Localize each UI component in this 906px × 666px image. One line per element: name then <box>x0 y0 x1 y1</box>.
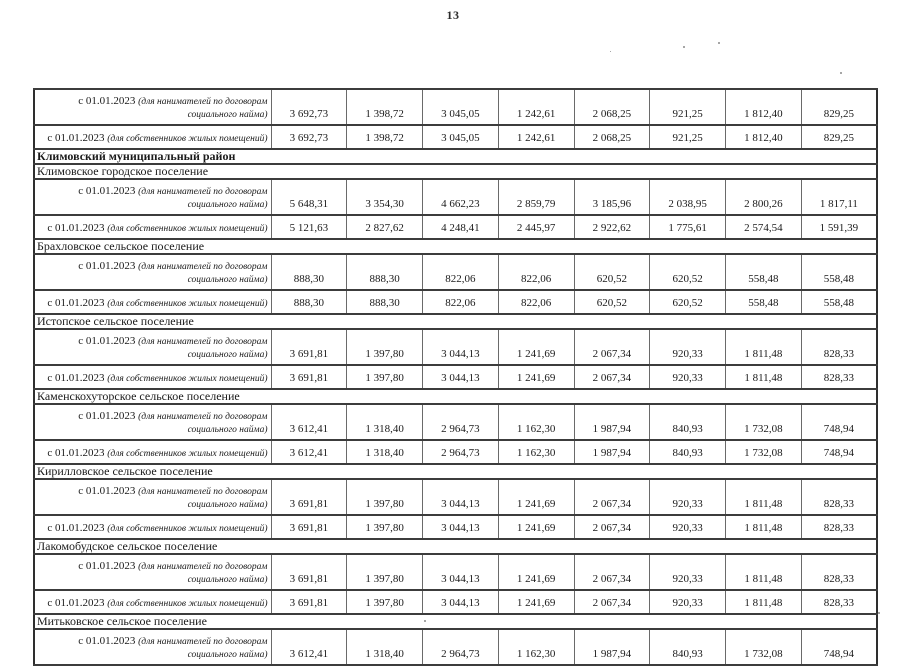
category-clause-text: (для нанимателей по договорам социального найма) <box>138 337 268 360</box>
tariff-value-cell: 1 811,48 <box>726 329 802 365</box>
effective-date-text: с 01.01.2023 <box>78 185 139 197</box>
settlement-header-row <box>34 164 877 179</box>
tariff-value-cell: 3 691,81 <box>271 329 347 365</box>
tariff-data-row <box>34 515 877 539</box>
date-condition-label <box>34 179 271 215</box>
scan-speck <box>683 46 685 48</box>
tariff-value-cell: 822,06 <box>498 254 574 290</box>
tariff-value-cell: 1 398,72 <box>347 89 423 125</box>
tariff-value-cell: 2 964,73 <box>423 629 499 665</box>
tariff-value-cell: 1 591,39 <box>801 215 877 239</box>
scan-speck <box>718 42 720 44</box>
tariff-value-cell: 920,33 <box>650 590 726 614</box>
tariff-table-body <box>34 89 877 665</box>
tariff-data-row <box>34 215 877 239</box>
tariff-value-cell: 3 044,13 <box>423 590 499 614</box>
tariff-value-cell: 3 044,13 <box>423 329 499 365</box>
district-header-row <box>34 149 877 164</box>
effective-date-text: с 01.01.2023 <box>78 335 139 347</box>
category-clause-text: (для собственников жилых помещений) <box>107 599 268 609</box>
tariff-value-cell: 921,25 <box>650 125 726 149</box>
date-condition-label <box>34 89 271 125</box>
tariff-value-cell: 4 662,23 <box>423 179 499 215</box>
effective-date-text: с 01.01.2023 <box>47 447 108 459</box>
tariff-value-cell: 888,30 <box>347 290 423 314</box>
tariff-value-cell: 920,33 <box>650 515 726 539</box>
section-header-label: Каменскохуторское сельское поселение <box>34 389 877 404</box>
tariff-value-cell: 1 241,69 <box>498 554 574 590</box>
tariff-value-cell: 3 044,13 <box>423 365 499 389</box>
tariff-value-cell: 1 811,48 <box>726 479 802 515</box>
tariff-value-cell: 2 827,62 <box>347 215 423 239</box>
tariff-data-row <box>34 554 877 590</box>
effective-date-text: с 01.01.2023 <box>47 522 108 534</box>
tariff-value-cell: 3 044,13 <box>423 479 499 515</box>
tariff-value-cell: 2 922,62 <box>574 215 650 239</box>
category-clause-text: (для нанимателей по договорам социального найма) <box>138 562 268 585</box>
tariff-value-cell: 558,48 <box>726 290 802 314</box>
scan-speck <box>878 612 880 614</box>
tariff-value-cell: 822,06 <box>423 254 499 290</box>
tariff-value-cell: 920,33 <box>650 479 726 515</box>
tariff-value-cell: 1 812,40 <box>726 125 802 149</box>
tariff-value-cell: 1 732,08 <box>726 440 802 464</box>
tariff-value-cell: 3 045,05 <box>423 89 499 125</box>
tariff-value-cell: 3 692,73 <box>271 89 347 125</box>
tariff-value-cell: 1 987,94 <box>574 404 650 440</box>
tariff-value-cell: 1 775,61 <box>650 215 726 239</box>
tariff-value-cell: 888,30 <box>271 290 347 314</box>
page-number: 13 <box>446 8 460 22</box>
date-condition-label <box>34 254 271 290</box>
tariff-value-cell: 1 812,40 <box>726 89 802 125</box>
tariff-value-cell: 1 242,61 <box>498 89 574 125</box>
tariff-value-cell: 1 397,80 <box>347 515 423 539</box>
tariff-value-cell: 828,33 <box>801 365 877 389</box>
effective-date-text: с 01.01.2023 <box>78 635 139 647</box>
tariff-value-cell: 822,06 <box>498 290 574 314</box>
tariff-value-cell: 829,25 <box>801 125 877 149</box>
tariff-value-cell: 748,94 <box>801 440 877 464</box>
tariff-value-cell: 2 067,34 <box>574 479 650 515</box>
tariff-value-cell: 3 354,30 <box>347 179 423 215</box>
category-clause-text: (для нанимателей по договорам социального найма) <box>138 262 268 285</box>
date-condition-label <box>34 440 271 464</box>
tariff-value-cell: 2 067,34 <box>574 365 650 389</box>
tariff-value-cell: 2 800,26 <box>726 179 802 215</box>
settlement-header-row <box>34 614 877 629</box>
date-condition-label <box>34 215 271 239</box>
tariff-value-cell: 1 987,94 <box>574 629 650 665</box>
tariff-value-cell: 2 067,34 <box>574 515 650 539</box>
tariff-value-cell: 3 691,81 <box>271 590 347 614</box>
section-header-label: Климовский муниципальный район <box>34 149 877 164</box>
tariff-value-cell: 920,33 <box>650 329 726 365</box>
tariff-value-cell: 1 241,69 <box>498 590 574 614</box>
date-condition-label <box>34 554 271 590</box>
tariff-value-cell: 1 242,61 <box>498 125 574 149</box>
tariff-value-cell: 921,25 <box>650 89 726 125</box>
tariff-data-row <box>34 290 877 314</box>
tariff-value-cell: 2 964,73 <box>423 440 499 464</box>
category-clause-text: (для нанимателей по договорам социального найма) <box>138 412 268 435</box>
category-clause-text: (для собственников жилых помещений) <box>107 524 268 534</box>
tariff-value-cell: 822,06 <box>423 290 499 314</box>
date-condition-label <box>34 515 271 539</box>
tariff-value-cell: 1 732,08 <box>726 629 802 665</box>
tariff-value-cell: 829,25 <box>801 89 877 125</box>
tariff-value-cell: 2 067,34 <box>574 554 650 590</box>
tariff-value-cell: 3 691,81 <box>271 479 347 515</box>
category-clause-text: (для собственников жилых помещений) <box>107 224 268 234</box>
tariff-value-cell: 2 068,25 <box>574 125 650 149</box>
tariff-value-cell: 920,33 <box>650 554 726 590</box>
tariff-value-cell: 5 648,31 <box>271 179 347 215</box>
tariff-value-cell: 620,52 <box>574 254 650 290</box>
tariff-data-row <box>34 329 877 365</box>
tariff-value-cell: 2 574,54 <box>726 215 802 239</box>
section-header-label: Лакомобудское сельское поселение <box>34 539 877 554</box>
section-header-label: Митьковское сельское поселение <box>34 614 877 629</box>
tariff-value-cell: 1 398,72 <box>347 125 423 149</box>
date-condition-label <box>34 290 271 314</box>
tariff-value-cell: 1 162,30 <box>498 440 574 464</box>
date-condition-label <box>34 590 271 614</box>
tariff-value-cell: 1 811,48 <box>726 365 802 389</box>
date-condition-label <box>34 629 271 665</box>
tariff-value-cell: 1 241,69 <box>498 515 574 539</box>
tariff-value-cell: 3 612,41 <box>271 440 347 464</box>
tariff-value-cell: 2 445,97 <box>498 215 574 239</box>
tariff-value-cell: 2 067,34 <box>574 329 650 365</box>
tariff-value-cell: 3 691,81 <box>271 515 347 539</box>
tariff-data-row <box>34 629 877 665</box>
section-header-label: Кирилловское сельское поселение <box>34 464 877 479</box>
category-clause-text: (для собственников жилых помещений) <box>107 134 268 144</box>
tariff-value-cell: 888,30 <box>271 254 347 290</box>
category-clause-text: (для нанимателей по договорам социального найма) <box>138 187 268 210</box>
settlement-header-row <box>34 464 877 479</box>
tariff-value-cell: 3 044,13 <box>423 515 499 539</box>
settlement-header-row <box>34 314 877 329</box>
scan-speck <box>610 51 611 52</box>
tariff-value-cell: 828,33 <box>801 554 877 590</box>
section-header-label: Брахловское сельское поселение <box>34 239 877 254</box>
tariff-value-cell: 620,52 <box>650 254 726 290</box>
tariff-value-cell: 1 397,80 <box>347 329 423 365</box>
effective-date-text: с 01.01.2023 <box>78 485 139 497</box>
tariff-value-cell: 2 859,79 <box>498 179 574 215</box>
effective-date-text: с 01.01.2023 <box>47 132 108 144</box>
tariff-value-cell: 4 248,41 <box>423 215 499 239</box>
settlement-header-row <box>34 239 877 254</box>
section-header-label: Климовское городское поселение <box>34 164 877 179</box>
tariff-value-cell: 748,94 <box>801 629 877 665</box>
effective-date-text: с 01.01.2023 <box>78 260 139 272</box>
tariff-value-cell: 1 241,69 <box>498 479 574 515</box>
tariff-data-row <box>34 89 877 125</box>
tariff-value-cell: 3 691,81 <box>271 365 347 389</box>
tariff-value-cell: 620,52 <box>574 290 650 314</box>
tariff-value-cell: 3 045,05 <box>423 125 499 149</box>
tariff-value-cell: 840,93 <box>650 629 726 665</box>
tariff-value-cell: 1 817,11 <box>801 179 877 215</box>
tariff-data-row <box>34 179 877 215</box>
tariff-value-cell: 3 612,41 <box>271 629 347 665</box>
effective-date-text: с 01.01.2023 <box>78 95 139 107</box>
date-condition-label <box>34 329 271 365</box>
category-clause-text: (для собственников жилых помещений) <box>107 299 268 309</box>
tariff-data-row <box>34 440 877 464</box>
tariff-value-cell: 1 162,30 <box>498 629 574 665</box>
tariff-value-cell: 1 397,80 <box>347 590 423 614</box>
tariff-value-cell: 620,52 <box>650 290 726 314</box>
tariff-value-cell: 2 038,95 <box>650 179 726 215</box>
category-clause-text: (для нанимателей по договорам социального найма) <box>138 637 268 660</box>
tariff-value-cell: 1 318,40 <box>347 629 423 665</box>
tariff-value-cell: 828,33 <box>801 479 877 515</box>
tariff-value-cell: 3 692,73 <box>271 125 347 149</box>
section-header-label: Истопское сельское поселение <box>34 314 877 329</box>
date-condition-label <box>34 479 271 515</box>
date-condition-label <box>34 365 271 389</box>
category-clause-text: (для нанимателей по договорам социального найма) <box>138 487 268 510</box>
tariff-value-cell: 1 811,48 <box>726 515 802 539</box>
tariff-data-row <box>34 590 877 614</box>
tariff-value-cell: 1 397,80 <box>347 554 423 590</box>
tariff-value-cell: 1 318,40 <box>347 440 423 464</box>
tariff-value-cell: 1 732,08 <box>726 404 802 440</box>
effective-date-text: с 01.01.2023 <box>78 410 139 422</box>
tariff-value-cell: 1 811,48 <box>726 590 802 614</box>
settlement-header-row <box>34 389 877 404</box>
tariff-value-cell: 1 987,94 <box>574 440 650 464</box>
settlement-header-row <box>34 539 877 554</box>
tariff-value-cell: 1 397,80 <box>347 365 423 389</box>
tariff-value-cell: 3 185,96 <box>574 179 650 215</box>
scan-speck <box>424 620 426 622</box>
tariff-value-cell: 1 397,80 <box>347 479 423 515</box>
effective-date-text: с 01.01.2023 <box>47 297 108 309</box>
tariff-value-cell: 1 318,40 <box>347 404 423 440</box>
tariff-value-cell: 3 612,41 <box>271 404 347 440</box>
tariff-value-cell: 5 121,63 <box>271 215 347 239</box>
tariff-data-row <box>34 125 877 149</box>
effective-date-text: с 01.01.2023 <box>47 372 108 384</box>
category-clause-text: (для нанимателей по договорам социального найма) <box>138 97 268 120</box>
date-condition-label <box>34 125 271 149</box>
date-condition-label <box>34 404 271 440</box>
tariff-value-cell: 828,33 <box>801 590 877 614</box>
tariff-data-row <box>34 365 877 389</box>
tariff-value-cell: 1 241,69 <box>498 329 574 365</box>
category-clause-text: (для собственников жилых помещений) <box>107 374 268 384</box>
tariff-value-cell: 888,30 <box>347 254 423 290</box>
effective-date-text: с 01.01.2023 <box>47 222 108 234</box>
tariff-value-cell: 840,93 <box>650 440 726 464</box>
tariff-data-row <box>34 404 877 440</box>
tariff-value-cell: 920,33 <box>650 365 726 389</box>
tariff-data-row <box>34 254 877 290</box>
tariff-value-cell: 748,94 <box>801 404 877 440</box>
tariff-data-row <box>34 479 877 515</box>
tariff-value-cell: 3 691,81 <box>271 554 347 590</box>
tariff-value-cell: 558,48 <box>801 254 877 290</box>
tariff-value-cell: 558,48 <box>801 290 877 314</box>
tariff-value-cell: 1 241,69 <box>498 365 574 389</box>
tariff-value-cell: 1 162,30 <box>498 404 574 440</box>
tariff-value-cell: 828,33 <box>801 515 877 539</box>
tariff-value-cell: 2 067,34 <box>574 590 650 614</box>
tariff-table <box>33 88 878 666</box>
tariff-value-cell: 3 044,13 <box>423 554 499 590</box>
tariff-value-cell: 1 811,48 <box>726 554 802 590</box>
tariff-value-cell: 558,48 <box>726 254 802 290</box>
scan-speck <box>840 72 842 74</box>
effective-date-text: с 01.01.2023 <box>78 560 139 572</box>
effective-date-text: с 01.01.2023 <box>47 597 108 609</box>
category-clause-text: (для собственников жилых помещений) <box>107 449 268 459</box>
tariff-value-cell: 2 068,25 <box>574 89 650 125</box>
tariff-value-cell: 828,33 <box>801 329 877 365</box>
tariff-value-cell: 840,93 <box>650 404 726 440</box>
tariff-value-cell: 2 964,73 <box>423 404 499 440</box>
